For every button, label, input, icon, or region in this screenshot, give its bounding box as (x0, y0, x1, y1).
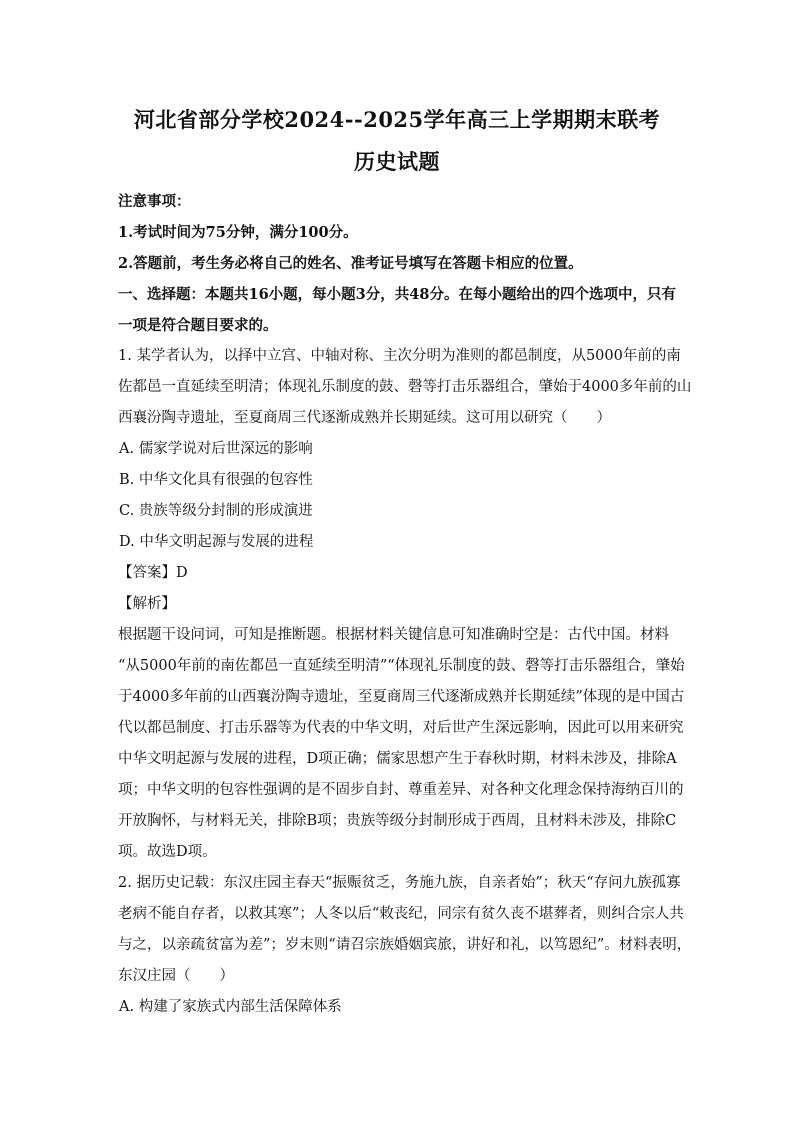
question-2-option-a: A. 构建了家族式内部生活保障体系 (119, 999, 342, 1015)
question-1-analysis-label: 【解析】 (118, 596, 176, 612)
question-1-option-b: B. 中华文化具有很强的包容性 (119, 472, 313, 488)
question-1-stem: 西襄汾陶寺遗址，至夏商周三代逐渐成熟并长期延续。这可用以研究（ ） (118, 410, 611, 426)
question-1-analysis: 于4000多年前的山西襄汾陶寺遗址，至夏商周三代逐渐成熟并长期延续”体现的是中国古 (118, 689, 685, 705)
question-2-stem: 东汉庄园（ ） (118, 968, 234, 984)
question-2-stem: 与之，以亲疏贫富为差”；岁末则“请召宗族婚姻宾旅，讲好和礼，以笃恩纪”。材料表明， (118, 937, 692, 953)
note-item: 1.考试时间为75分钟，满分100分。 (118, 224, 358, 241)
note-item: 2.答题前，考生务必将自己的姓名、准考证号填写在答题卡相应的位置。 (118, 255, 583, 272)
section-heading: 一、选择题：本题共16小题，每小题3分，共48分。在每小题给出的四个选项中，只有 (118, 286, 676, 303)
question-1-stem: 佐都邑一直延续至明清；体现礼乐制度的鼓、磬等打击乐器组合，肇始于4000多年前的山 (118, 379, 692, 395)
question-1-analysis: 代以都邑制度、打击乐器等为代表的中华文明，对后世产生深远影响，因此可以用来研究 (118, 720, 684, 736)
question-1-answer: 【答案】D (118, 565, 188, 581)
question-1-analysis: 项；中华文明的包容性强调的是不固步自封、尊重差异、对各种文化理念保持海纳百川的 (118, 782, 684, 798)
question-1-analysis: “从5000年前的南佐都邑一直延续至明清”“体现礼乐制度的鼓、磬等打击乐器组合，肇始 (118, 658, 685, 674)
question-2-stem: 老病不能自存者，以救其寒”；人冬以后“敕丧纪，同宗有贫久丧不堪葬者，则纠合宗人共 (118, 906, 684, 922)
document-title: 河北省部分学校2024--2025学年高三上学期期末联考 (133, 107, 661, 132)
notes-heading: 注意事项： (118, 193, 191, 210)
question-1-stem: 1. 某学者认为，以择中立宫、中轴对称、主次分明为准则的都邑制度，从5000年前的南 (118, 348, 681, 364)
question-1-analysis: 根据题干设问词，可知是推断题。根据材料关键信息可知准确时空是：古代中国。材料 (118, 627, 669, 643)
document-body (118, 186, 692, 1023)
question-1-analysis: 开放胸怀，与材料无关，排除B项；贵族等级分封制形成于西周，且材料未涉及，排除C (118, 813, 677, 829)
question-1-analysis: 中华文明起源与发展的进程，D项正确；儒家思想产生于春秋时期，材料未涉及，排除A (118, 751, 677, 767)
question-1-option-d: D. 中华文明起源与发展的进程 (119, 534, 314, 550)
question-1-analysis: 项。故选D项。 (118, 844, 217, 860)
question-1-option-c: C. 贵族等级分封制的形成演进 (119, 503, 313, 519)
section-heading: 一项是符合题目要求的。 (118, 317, 278, 334)
question-1-option-a: A. 儒家学说对后世深远的影响 (119, 441, 313, 457)
question-2-stem: 2. 据历史记载：东汉庄园主春天“振赈贫乏，务施九族，自亲者始”；秋天“存问九族孤寡 (118, 875, 681, 891)
document-subtitle: 历史试题 (354, 149, 440, 174)
